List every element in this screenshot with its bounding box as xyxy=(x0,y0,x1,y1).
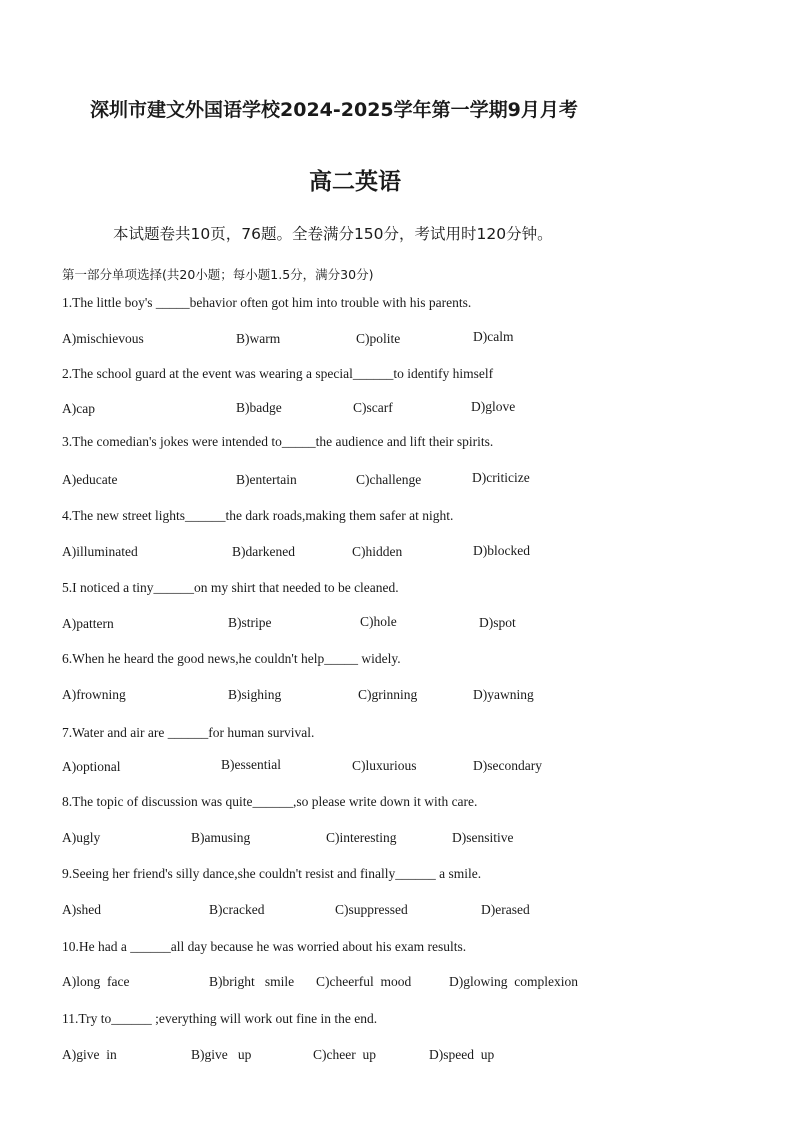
question-7-option-c: C)luxurious xyxy=(352,758,417,773)
question-3-option-b: B)entertain xyxy=(236,472,297,487)
question-9-option-a: A)shed xyxy=(62,902,101,917)
question-11-option-d: D)speed up xyxy=(429,1047,495,1062)
question-10-option-b: B)bright smile xyxy=(209,974,295,989)
question-4-option-d: D)blocked xyxy=(473,543,530,558)
question-7-option-a: A)optional xyxy=(62,759,121,774)
question-6-option-b: B)sighing xyxy=(228,687,282,702)
question-7-option-d: D)secondary xyxy=(473,758,542,773)
question-5-stem: 5.I noticed a tiny______on my shirt that needed to be cleaned. xyxy=(62,580,399,595)
subject-title: 高二英语 xyxy=(309,169,401,195)
question-5-option-b: B)stripe xyxy=(228,615,272,630)
question-1-option-d: D)calm xyxy=(473,329,514,344)
question-6-option-d: D)yawning xyxy=(473,687,534,702)
question-9-option-d: D)erased xyxy=(481,902,530,917)
question-11-option-a: A)give in xyxy=(62,1047,117,1062)
question-5-option-a: A)pattern xyxy=(62,616,114,631)
question-4-option-c: C)hidden xyxy=(352,544,403,559)
question-11-option-c: C)cheer up xyxy=(313,1047,376,1062)
question-6-option-a: A)frowning xyxy=(62,687,126,702)
question-11-stem: 11.Try to______ ;everything will work out fine in the end. xyxy=(62,1011,378,1026)
question-2-option-a: A)cap xyxy=(62,401,95,416)
question-3-option-c: C)challenge xyxy=(356,472,422,487)
question-9-stem: 9.Seeing her friend's silly dance,she couldn't resist and finally______ a smile. xyxy=(62,866,482,881)
question-5-option-d: D)spot xyxy=(479,615,516,630)
question-2-stem: 2.The school guard at the event was wearing a special______to identify himself xyxy=(62,366,494,381)
question-10-option-d: D)glowing complexion xyxy=(449,974,578,989)
question-8-option-d: D)sensitive xyxy=(452,830,514,845)
question-9-option-b: B)cracked xyxy=(209,902,265,917)
question-4-option-a: A)illuminated xyxy=(62,544,138,559)
exam-info: 本试题卷共10页，76题。全卷满分150分，考试用时120分钟。 xyxy=(113,225,553,243)
question-5-option-c: C)hole xyxy=(360,614,397,629)
question-2-option-d: D)glove xyxy=(471,399,516,414)
question-8-option-c: C)interesting xyxy=(326,830,397,845)
question-8-option-b: B)amusing xyxy=(191,830,251,845)
question-3-option-a: A)educate xyxy=(62,472,118,487)
section-heading: 第一部分单项选择(共20小题；每小题1.5分，满分30分) xyxy=(62,267,374,282)
question-1-option-a: A)mischievous xyxy=(62,331,144,346)
question-6-option-c: C)grinning xyxy=(358,687,418,702)
question-7-option-b: B)essential xyxy=(221,757,281,772)
question-4-stem: 4.The new street lights______the dark roads,making them safer at night. xyxy=(62,508,454,523)
question-1-option-c: C)polite xyxy=(356,331,401,346)
question-10-option-c: C)cheerful mood xyxy=(316,974,412,989)
question-11-option-b: B)give up xyxy=(191,1047,252,1062)
school-title: 深圳市建文外国语学校2024-2025学年第一学期9月月考 xyxy=(90,99,578,121)
question-8-stem: 8.The topic of discussion was quite______,so please write down it with care. xyxy=(62,794,478,809)
question-4-option-b: B)darkened xyxy=(232,544,295,559)
question-6-stem: 6.When he heard the good news,he couldn't help_____ widely. xyxy=(62,651,401,666)
question-10-stem: 10.He had a ______all day because he was worried about his exam results. xyxy=(62,939,467,954)
question-8-option-a: A)ugly xyxy=(62,830,101,845)
question-10-option-a: A)long face xyxy=(62,974,130,989)
question-2-option-b: B)badge xyxy=(236,400,282,415)
question-9-option-c: C)suppressed xyxy=(335,902,408,917)
question-7-stem: 7.Water and air are ______for human survival. xyxy=(62,725,315,740)
question-3-stem: 3.The comedian's jokes were intended to_____the audience and lift their spirits. xyxy=(62,434,494,449)
question-1-option-b: B)warm xyxy=(236,331,281,346)
question-1-stem: 1.The little boy's _____behavior often got him into trouble with his parents. xyxy=(62,295,472,310)
question-2-option-c: C)scarf xyxy=(353,400,393,415)
question-3-option-d: D)criticize xyxy=(472,470,530,485)
